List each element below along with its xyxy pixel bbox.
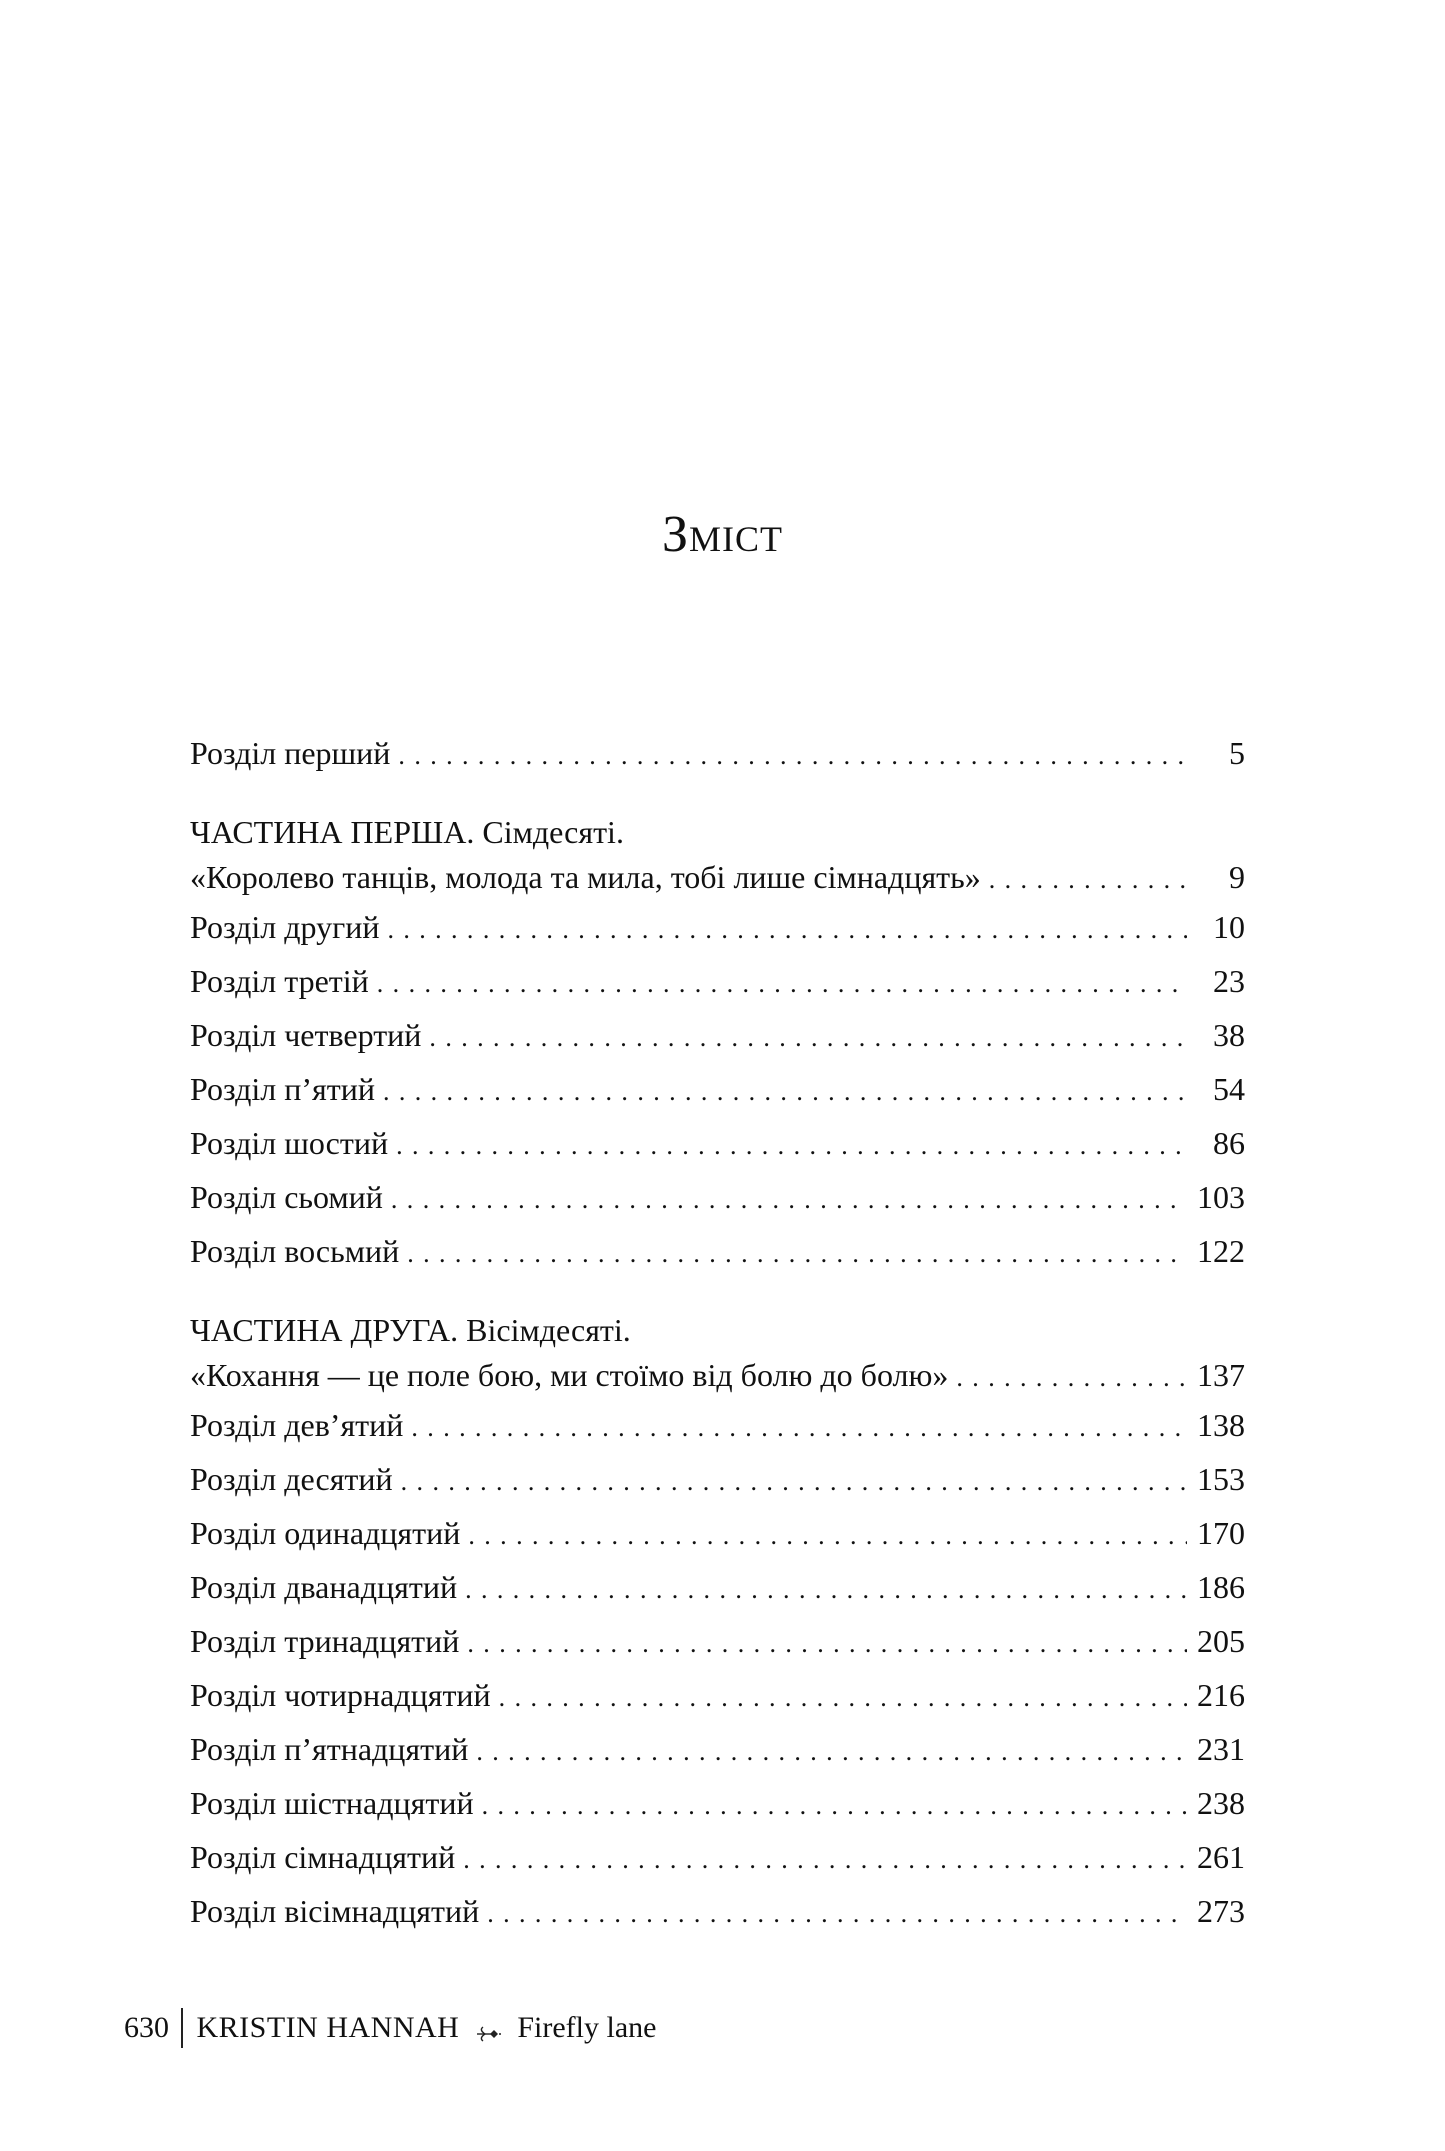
- dot-leader: [429, 1011, 1187, 1065]
- toc-entry-page: 153: [1197, 1461, 1245, 1497]
- toc-entry-label: Розділ перший: [190, 735, 391, 771]
- toc-entry-page: 238: [1197, 1785, 1245, 1821]
- dot-leader: [463, 1833, 1187, 1887]
- toc-entry[interactable]: [190, 1170, 1245, 1224]
- toc-part-2: [190, 1308, 1245, 1938]
- fleuron-icon: [475, 2018, 501, 2038]
- dot-leader: [377, 957, 1187, 1011]
- toc-entry-label: Розділ другий: [190, 909, 380, 945]
- toc-entry[interactable]: [190, 1830, 1245, 1884]
- dot-leader: [989, 857, 1187, 903]
- toc-entry-page: 10: [1213, 909, 1245, 945]
- toc-entry-page: 273: [1197, 1893, 1245, 1929]
- toc-entry-label: Розділ тринадцятий: [190, 1623, 460, 1659]
- toc-entry-label: Розділ вісімнадцятий: [190, 1893, 480, 1929]
- dot-leader: [398, 729, 1187, 783]
- dot-leader: [401, 1455, 1187, 1509]
- dot-leader: [487, 1887, 1187, 1941]
- toc-entry[interactable]: [190, 1008, 1245, 1062]
- dot-leader: [411, 1401, 1187, 1455]
- toc-entry-label: «Кохання — це поле бою, ми стоїмо від болю до болю»: [190, 1357, 949, 1393]
- toc-entry-label: Розділ чотирнадцятий: [190, 1677, 491, 1713]
- toc-entry-part-epigraph[interactable]: [190, 1352, 1245, 1398]
- dot-leader: [468, 1509, 1187, 1563]
- part-heading: ЧАСТИНА ДРУГА. Вісімдесяті.: [190, 1312, 631, 1348]
- dot-leader: [387, 903, 1187, 957]
- running-footer: [124, 2008, 656, 2048]
- toc-entry-label: Розділ дев’ятий: [190, 1407, 404, 1443]
- book-title: Firefly lane: [517, 2011, 657, 2044]
- toc-entry-label: Розділ восьмий: [190, 1233, 400, 1269]
- toc-entry-page: 86: [1213, 1125, 1245, 1161]
- toc-entry[interactable]: [190, 1506, 1245, 1560]
- author-name: KRISTIN HANNAH: [196, 2011, 460, 2044]
- toc-part-1: [190, 810, 1245, 1278]
- dot-leader: [467, 1617, 1187, 1671]
- toc-entry-label: «Королево танців, молода та мила, тобі лише сімнадцять»: [190, 859, 981, 895]
- toc-entry-page: 23: [1213, 963, 1245, 999]
- toc-entry-label: Розділ дванадцятий: [190, 1569, 458, 1605]
- toc-entry-page: 5: [1229, 735, 1245, 771]
- toc-entry[interactable]: [190, 1668, 1245, 1722]
- toc-entry-label: Розділ шістнадцятий: [190, 1785, 474, 1821]
- dot-leader: [956, 1355, 1187, 1401]
- toc-entry[interactable]: [190, 1398, 1245, 1452]
- footer-divider: [181, 2008, 183, 2048]
- toc-entry-page: 186: [1197, 1569, 1245, 1605]
- toc-entry[interactable]: [190, 1452, 1245, 1506]
- toc-entry[interactable]: [190, 1560, 1245, 1614]
- page-title: Зміст: [661, 506, 784, 563]
- dot-leader: [391, 1173, 1187, 1227]
- toc-entry-label: Розділ п’ятий: [190, 1071, 375, 1107]
- toc-entry[interactable]: [190, 726, 1245, 780]
- dot-leader: [476, 1725, 1187, 1779]
- toc-entry-page: 216: [1197, 1677, 1245, 1713]
- toc-entry-label: Розділ п’ятнадцятий: [190, 1731, 469, 1767]
- toc-entry-page: 9: [1229, 859, 1245, 895]
- toc-entry-label: Розділ сьомий: [190, 1179, 383, 1215]
- toc-entry-label: Розділ сімнадцятий: [190, 1839, 456, 1875]
- toc-entry-label: Розділ шостий: [190, 1125, 389, 1161]
- toc-entry-page: 261: [1197, 1839, 1245, 1875]
- toc-entry[interactable]: [190, 1722, 1245, 1776]
- toc-entry-page: 103: [1197, 1179, 1245, 1215]
- toc-entry[interactable]: [190, 1062, 1245, 1116]
- dot-leader: [407, 1227, 1187, 1281]
- toc-entry-page: 205: [1197, 1623, 1245, 1659]
- toc-entry-page: 137: [1197, 1357, 1245, 1393]
- toc-entry[interactable]: [190, 1614, 1245, 1668]
- dot-leader: [396, 1119, 1187, 1173]
- toc-entry-label: Розділ четвертий: [190, 1017, 422, 1053]
- toc-entry-part-epigraph[interactable]: [190, 854, 1245, 900]
- toc-entry[interactable]: [190, 1776, 1245, 1830]
- dot-leader: [465, 1563, 1187, 1617]
- part-heading: ЧАСТИНА ПЕРША. Сімдесяті.: [190, 814, 624, 850]
- dot-leader: [383, 1065, 1187, 1119]
- toc-entry-page: 38: [1213, 1017, 1245, 1053]
- toc-entry-page: 122: [1197, 1233, 1245, 1269]
- page-number: 630: [124, 2011, 169, 2044]
- toc-entry-page: 138: [1197, 1407, 1245, 1443]
- toc-entry-label: Розділ одинадцятий: [190, 1515, 461, 1551]
- dot-leader: [499, 1671, 1187, 1725]
- dot-leader: [482, 1779, 1187, 1833]
- toc-entry[interactable]: [190, 1116, 1245, 1170]
- toc-entry-label: Розділ третій: [190, 963, 369, 999]
- toc-entry[interactable]: [190, 1884, 1245, 1938]
- toc-entry-page: 170: [1197, 1515, 1245, 1551]
- toc-entry[interactable]: [190, 900, 1245, 954]
- toc-entry-page: 54: [1213, 1071, 1245, 1107]
- toc-entry[interactable]: [190, 954, 1245, 1008]
- toc-entry-label: Розділ десятий: [190, 1461, 393, 1497]
- toc-entry-page: 231: [1197, 1731, 1245, 1767]
- toc-entry[interactable]: [190, 1224, 1245, 1278]
- table-of-contents: [190, 726, 1245, 1938]
